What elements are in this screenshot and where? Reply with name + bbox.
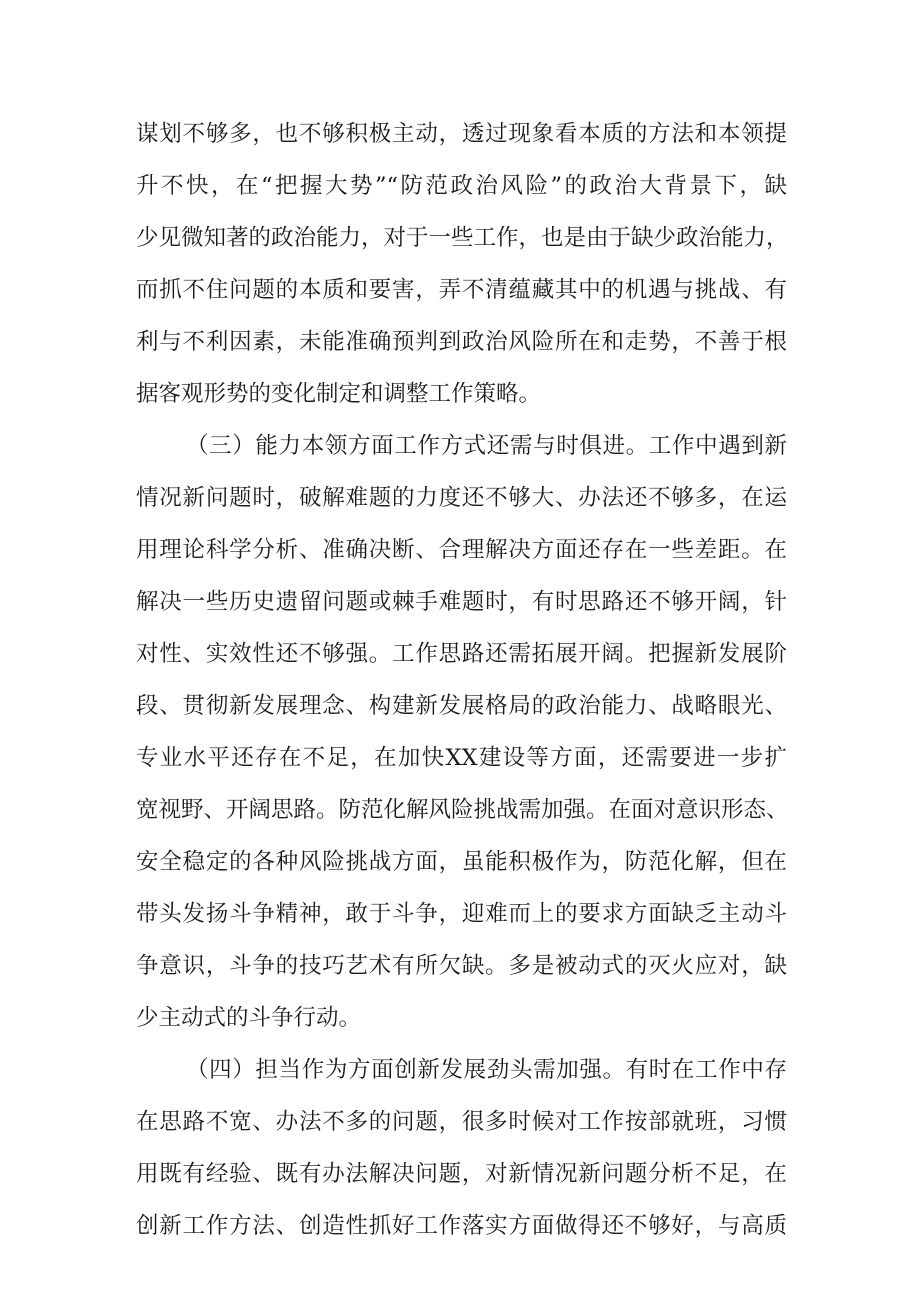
line-text: （四）担当作为方面创新发展劲头需加强。有时在工作中存 <box>186 1057 787 1083</box>
text-line <box>0 992 920 1044</box>
text-line <box>0 472 920 524</box>
text-line <box>0 680 920 732</box>
line-text: 利与不利因素，未能准确预判到政治风险所在和走势，不善于根 <box>136 329 787 355</box>
text-line <box>0 1200 920 1252</box>
text-line <box>0 368 920 420</box>
line-text: 情况新问题时，破解难题的力度还不够大、办法还不够多，在运 <box>136 485 787 511</box>
line-text: 少见微知著的政治能力，对于一些工作，也是由于缺少政治能力， <box>136 225 789 251</box>
line-text: 据客观形势的变化制定和调整工作策略。 <box>136 381 542 407</box>
text-line <box>0 524 920 576</box>
paragraph-3 <box>0 1044 920 1252</box>
line-text: 少主动式的斗争行动。 <box>136 1005 362 1031</box>
text-line <box>0 1096 920 1148</box>
line-text: （三）能力本领方面工作方式还需与时俱进。工作中遇到新 <box>186 433 787 459</box>
text-line <box>0 888 920 940</box>
text-line <box>0 576 920 628</box>
text-line <box>0 108 920 160</box>
line-text: 段、贯彻新发展理念、构建新发展格局的政治能力、战略眼光、 <box>136 693 787 719</box>
text-line <box>0 1148 920 1200</box>
text-line <box>0 784 920 836</box>
text-line <box>0 836 920 888</box>
text-line <box>0 628 920 680</box>
line-text: 宽视野、开阔思路。防范化解风险挑战需加强。在面对意识形态、 <box>136 797 789 823</box>
line-text: 专业水平还存在不足，在加快XX建设等方面，还需要进一步扩 <box>136 745 787 771</box>
paragraph-2 <box>0 420 920 1044</box>
text-line <box>0 264 920 316</box>
line-text: 而抓不住问题的本质和要害，弄不清蕴藏其中的机遇与挑战、有 <box>136 277 787 303</box>
text-line <box>0 160 920 212</box>
line-text: 对性、实效性还不够强。工作思路还需拓展开阔。把握新发展阶 <box>136 641 787 667</box>
line-text: 升不快，在“把握大势”“防范政治风险”的政治大背景下，缺 <box>136 173 787 199</box>
line-text: 谋划不够多，也不够积极主动，透过现象看本质的方法和本领提 <box>136 121 787 147</box>
text-line <box>0 316 920 368</box>
paragraph-1 <box>0 108 920 420</box>
text-line <box>0 1044 920 1096</box>
line-text: 用既有经验、既有办法解决问题，对新情况新问题分析不足，在 <box>136 1161 787 1187</box>
line-text: 创新工作方法、创造性抓好工作落实方面做得还不够好，与高质 <box>136 1213 787 1239</box>
line-text: 带头发扬斗争精神，敢于斗争，迎难而上的要求方面缺乏主动斗 <box>136 901 787 927</box>
text-line <box>0 940 920 992</box>
text-line <box>0 732 920 784</box>
line-text: 用理论科学分析、准确决断、合理解决方面还存在一些差距。在 <box>136 537 787 563</box>
text-line <box>0 420 920 472</box>
text-line <box>0 212 920 264</box>
line-text: 解决一些历史遗留问题或棘手难题时，有时思路还不够开阔，针 <box>136 589 787 615</box>
line-text: 争意识，斗争的技巧艺术有所欠缺。多是被动式的灭火应对，缺 <box>136 953 787 979</box>
line-text: 安全稳定的各种风险挑战方面，虽能积极作为，防范化解，但在 <box>136 849 787 875</box>
line-text: 在思路不宽、办法不多的问题，很多时候对工作按部就班，习惯 <box>136 1109 787 1135</box>
